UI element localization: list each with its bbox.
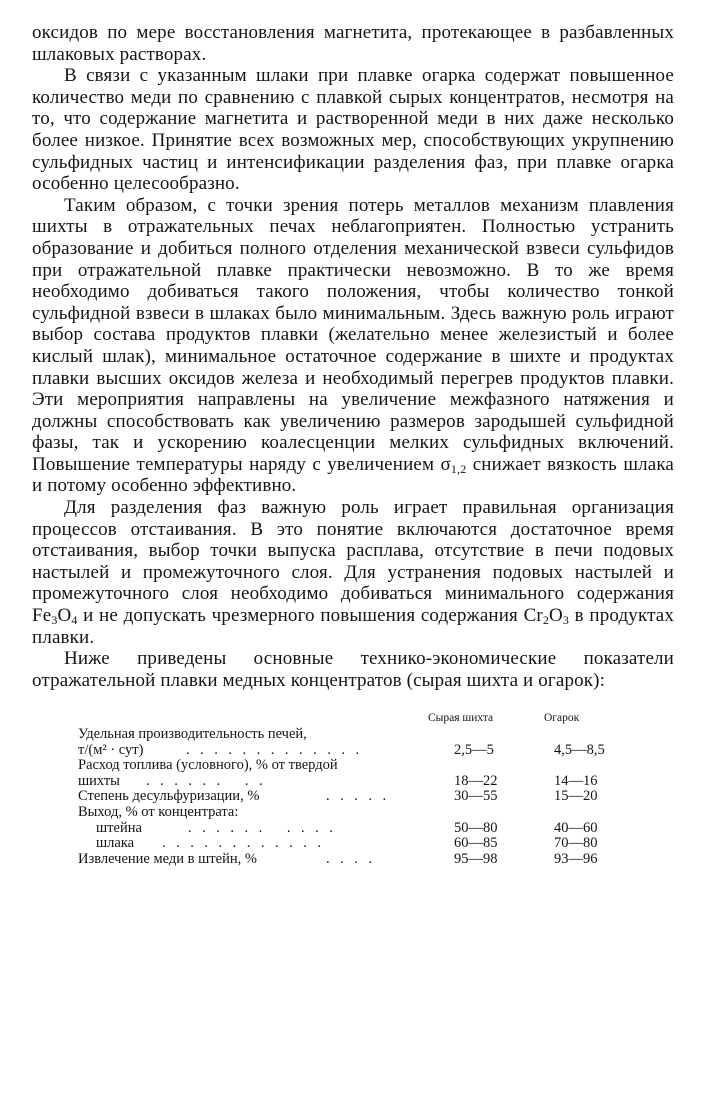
fe3o4-sub-4: 4 xyxy=(71,613,78,628)
paragraph-losses-text: Таким образом, с точки зрения потерь металлов механизм плавления шихты в отражательных печах неблагоприятен. Полностью устранить образование и добиться полного отделения механической взвеси сульфидов при отражательной плавке практически невозможно. В то же время необходимо добиваться такого положения, чтобы количество тонкой сульфидной взвеси в шлаках было минимальным. Здесь важную роль играют выбор состава продуктов плавки (желательно менее железистый и более кислый шлак), минимальное остаточное содержание в шихте и продуктах плавки высших оксидов железа и необходимый перегрев продуктов плавки. Эти мероприятия направлены на увеличение межфазного натяжения и должны способствовать как увеличению размеров зародышей сульфидной фазы, так и ускорению коалесценции мелких сульфидных включений. Повышение температуры наряду с увеличением xyxy=(32,194,674,475)
paragraph-losses xyxy=(32,195,674,497)
table-row xyxy=(78,836,638,852)
table-header xyxy=(78,709,638,727)
value-calcine: 4,5—8,5 xyxy=(554,741,605,758)
row-label: Выход, % от концентрата: xyxy=(78,803,239,820)
leader-dots: .... xyxy=(326,850,383,867)
fe3o4-sub-3: 3 xyxy=(51,613,58,628)
cr2o3-sub-3: 3 xyxy=(562,613,570,628)
row-label: т/(м² · сут) xyxy=(78,741,144,758)
leader-dots: ............ xyxy=(162,835,332,852)
paragraph-continued: оксидов по мере восстановления магнетита, протекающее в разбавленных шлаковых растворах. xyxy=(32,22,674,65)
paragraph-settling xyxy=(32,497,674,648)
column-header-raw-charge: Сырая шихта xyxy=(428,712,494,724)
value-calcine: 40—60 xyxy=(554,819,598,836)
table-row xyxy=(78,774,638,790)
table-row xyxy=(78,805,638,821)
column-header-calcine: Огарок xyxy=(544,712,580,724)
value-raw: 95—98 xyxy=(454,850,498,867)
paragraph-slag-copper: В связи с указанным шлаки при плавке огарка содержат повышенное количество меди по сравнению с плавкой сырых концентратов, несмотря на то, что содержание магнетита и растворенной меди в них даже несколько более низкое. Принятие всех возможных мер, способствующих укрупнению сульфидных частиц и интенсификации разделения фаз, при плавке огарка особенно целесообразно. xyxy=(32,65,674,195)
value-calcine: 15—20 xyxy=(554,788,598,805)
table-row xyxy=(78,852,638,868)
table-row xyxy=(78,758,638,774)
table-row xyxy=(78,789,638,805)
settling-text-a: Для разделения фаз важную роль играет правильная организация процессов отстаивания. В это понятие включаются достаточное время отстаивания, выбор точки выпуска расплава, отсутствие в печи подовых настылей и промежуточного слоя. Для устранения подовых настылей и промежуточного слоя необходимо добиваться минимального содержания Fe xyxy=(32,497,674,627)
leader-dots: ...... .... xyxy=(188,819,344,836)
value-calcine: 14—16 xyxy=(554,772,598,789)
value-raw: 30—55 xyxy=(454,788,498,805)
leader-dots: ...... .. xyxy=(146,772,274,789)
value-calcine: 93—96 xyxy=(554,850,598,867)
table-row xyxy=(78,727,638,743)
sigma-subscript: 1,2 xyxy=(450,461,467,476)
row-label: Степень десульфуризации, % xyxy=(78,788,260,805)
table-row xyxy=(78,743,638,759)
paragraph-indicators-intro: Ниже приведены основные технико-экономические показатели отражательной плавки медных концентратов (сырая шихта и огарок): xyxy=(32,648,674,691)
page-text xyxy=(32,22,674,691)
row-label: штейна xyxy=(96,819,142,836)
value-calcine: 70—80 xyxy=(554,835,598,852)
value-raw: 50—80 xyxy=(454,819,498,836)
sigma-symbol: σ xyxy=(440,453,451,475)
indicators-table xyxy=(78,709,638,867)
value-raw: 2,5—5 xyxy=(454,741,494,758)
value-raw: 18—22 xyxy=(454,772,498,789)
cr2o3-sub-2: 2 xyxy=(542,613,550,628)
row-label: Удельная производительность печей, xyxy=(78,726,307,742)
settling-text-b: O xyxy=(57,605,72,627)
row-label: Расход топлива (условного), % от твердой xyxy=(78,757,338,774)
row-label: шихты xyxy=(78,772,120,789)
settling-text-e: в продуктах плавки. xyxy=(32,605,675,648)
settling-text-c: и не допускать чрезмерного повышения содержания Cr xyxy=(77,605,543,627)
leader-dots: ..... xyxy=(326,788,397,805)
row-label: Извлечение меди в штейн, % xyxy=(78,850,257,867)
table-row xyxy=(78,821,638,837)
value-raw: 60—85 xyxy=(454,835,498,852)
paragraph-losses-end: снижает вязкость шлака и потому особенно эффективно. xyxy=(32,453,675,497)
row-label: шлака xyxy=(96,835,135,852)
leader-dots: ............. xyxy=(186,741,370,758)
settling-text-d: O xyxy=(549,605,563,627)
